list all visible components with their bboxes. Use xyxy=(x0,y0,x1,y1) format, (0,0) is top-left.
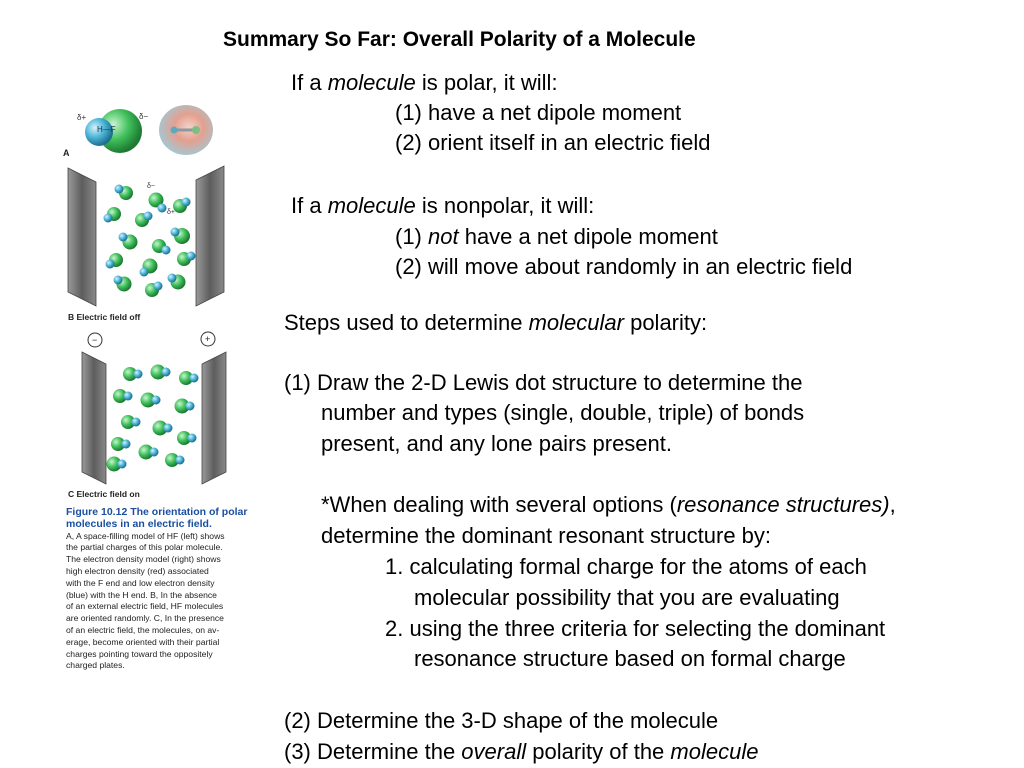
polar-item-1: (1) have a net dipole moment xyxy=(395,100,682,125)
density-f-atom xyxy=(192,126,200,134)
step-2: (2) Determine the 3-D shape of the molecule xyxy=(284,708,719,733)
resonance-note-line-2: determine the dominant resonant structure by: xyxy=(321,523,772,548)
steps-heading: Steps used to determine molecular polarity: xyxy=(284,310,708,335)
hf-label: H—F xyxy=(97,125,116,134)
substep-1-line-2: molecular possibility that you are evaluating xyxy=(414,585,840,610)
caption-line: the partial charges of this polar molecule. xyxy=(66,542,223,553)
caption-line: are oriented randomly. C, In the presence xyxy=(66,613,224,624)
figure-caption xyxy=(66,507,247,672)
panel-b-label: B Electric field off xyxy=(68,312,141,322)
negative-plate xyxy=(82,352,106,484)
substep-1-line-1: 1. calculating formal charge for the atoms of each xyxy=(385,554,867,579)
figure-illustration xyxy=(62,96,246,506)
minus-sign: − xyxy=(92,335,98,345)
panel-c-field-on xyxy=(68,332,226,499)
caption-line: of an external electric field, HF molecules xyxy=(66,601,224,612)
caption-line: erage, become oriented with their partial xyxy=(66,636,220,647)
caption-line: charged plates. xyxy=(66,660,125,671)
caption-title-2: molecules in an electric field. xyxy=(66,517,212,530)
caption-line: (blue) with the H end. B, In the absence xyxy=(66,589,217,600)
random-molecules xyxy=(104,185,196,298)
caption-line: A, A space-filling model of HF (left) shows xyxy=(66,530,225,541)
step-1-line-2: number and types (single, double, triple) of bonds xyxy=(321,400,805,425)
resonance-note-line-1: *When dealing with several options (resonance structures), xyxy=(321,492,896,517)
delta-plus-label: δ+ xyxy=(77,113,87,122)
polar-item-2: (2) orient itself in an electric field xyxy=(395,130,711,155)
positive-plate xyxy=(202,352,226,484)
polar-intro: If a molecule is polar, it will: xyxy=(291,70,558,95)
substep-2-line-1: 2. using the three criteria for selecting the dominant xyxy=(385,616,886,641)
step-1-line-1: (1) Draw the 2-D Lewis dot structure to determine the xyxy=(284,370,803,395)
plus-sign: + xyxy=(205,334,211,344)
step-3: (3) Determine the overall polarity of the molecule xyxy=(284,739,759,764)
panel-c-label: C Electric field on xyxy=(68,489,140,499)
panel-b-field-off xyxy=(68,166,224,322)
nonpolar-item-1: (1) not have a net dipole moment xyxy=(395,224,718,249)
left-plate xyxy=(68,168,96,306)
caption-title: Figure 10.12 The orientation of polar xyxy=(66,506,248,518)
nonpolar-item-2: (2) will move about randomly in an electric field xyxy=(395,254,853,279)
caption-line: The electron density model (right) shows xyxy=(66,554,221,565)
nonpolar-intro: If a molecule is nonpolar, it will: xyxy=(291,193,595,218)
caption-line: charges pointing toward the oppositely xyxy=(66,648,213,659)
step-1-line-3: present, and any lone pairs present. xyxy=(321,431,673,456)
panel-a-label: A xyxy=(63,148,70,158)
density-h-atom xyxy=(171,127,178,134)
delta-minus-label: δ− xyxy=(139,112,149,121)
substep-2-line-2: resonance structure based on formal charge xyxy=(414,646,846,671)
caption-line: with the F end and low electron density xyxy=(66,577,215,588)
caption-line: of an electric field, the molecules, on av- xyxy=(66,624,220,635)
oriented-molecules xyxy=(107,365,199,472)
b-delta-minus: δ− xyxy=(147,183,155,190)
caption-body xyxy=(66,531,247,673)
page-title: Summary So Far: Overall Polarity of a Molecule xyxy=(223,28,696,51)
caption-line: high electron density (red) associated xyxy=(66,565,209,576)
panel-a-hf-models xyxy=(63,105,213,158)
b-delta-plus: δ+ xyxy=(167,209,175,216)
right-plate xyxy=(196,166,224,306)
